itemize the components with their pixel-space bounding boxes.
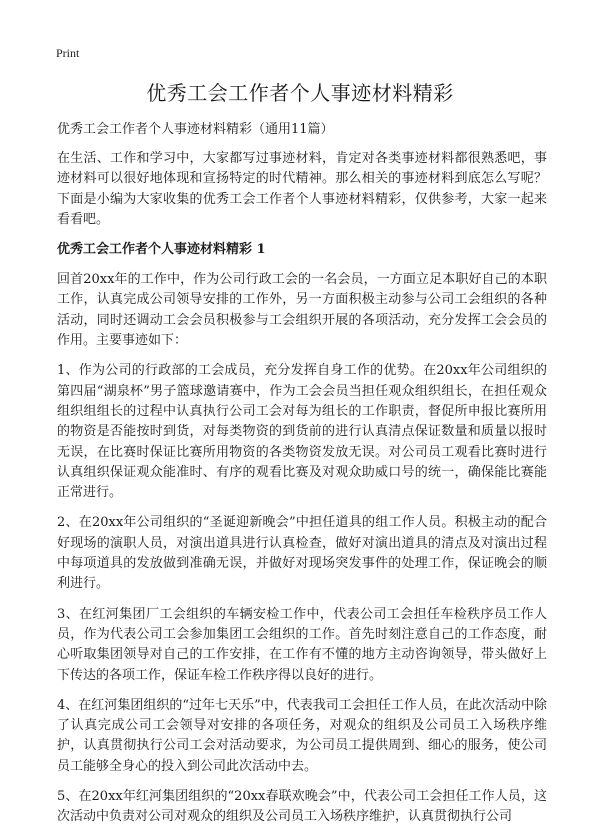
intro-paragraph: 在生活、工作和学习中，大家都写过事迹材料，肯定对各类事迹材料都很熟悉吧，事迹材料可以很好地体现和宣扬特定的时代精神。那么相关的事迹材料到底怎么写呢？下面是小编为大家收集的优秀工会工作者个人事迹材料精彩，仅供参考，大家一起来看看吧。 bbox=[57, 151, 547, 227]
body-paragraph: 5、在20xx年红河集团组织的“20xx春联欢晚会”中，代表公司工会担任工作人员，这次活动中负责对公司对观众的组织及公司员工入场秩序维护，认真贯彻执行公司 bbox=[57, 789, 547, 825]
page-title: 优秀工会工作者个人事迹材料精彩 bbox=[146, 81, 454, 105]
document-body bbox=[57, 120, 547, 838]
body-paragraph: 1、作为公司的行政部的工会成员，充分发挥自身工作的优势。在20xx年公司组织的第四届“湖泉杯”男子篮球邀请赛中，作为工会会员当担任观众组织组长，在担任观众组织组组长的过程中认真执行公司工会对每为组长的工作职责，督促所申报比赛所用的物资是否能按时到货，对每类物资的到货前的进行认真清点保证数量和质量以报时无误，在比赛时保证比赛所用物资的各类物资发放无误。对公司员工观看比赛时进行认真组织保证观众能准时、有序的观看比赛及对观众助威口号的统一，确保能比赛能正常进行。 bbox=[57, 363, 547, 501]
print-label[interactable]: Print bbox=[56, 46, 80, 60]
body-paragraph: 2、在20xx年公司组织的“圣诞迎新晚会”中担任道具的组工作人员。积极主动的配合好现场的演职人员，对演出道具进行认真检查，做好对演出道具的清点及对演出过程中每项道具的发放做到准确无误，并做好对现场突发事件的处理工作，保证晚会的顺利进行。 bbox=[57, 515, 547, 592]
section-heading: 优秀工会工作者个人事迹材料精彩 1 bbox=[57, 242, 266, 258]
document-subtitle: 优秀工会工作者个人事迹材料精彩（通用11篇） bbox=[57, 122, 334, 137]
body-paragraph: 回首20xx年的工作中，作为公司行政工会的一名会员，一方面立足本职好自己的本职工作，认真完成公司领导安排的工作外，另一方面积极主动参与公司工会组织的各种活动，同时还调动工会会员积极参与工会组织开展的各项活动，充分发挥工会会员的作用。主要事迹如下： bbox=[57, 272, 547, 349]
body-paragraph: 4、在红河集团组织的“过年七天乐”中，代表我司工会担任工作人员，在此次活动中除了认真完成公司工会领导对安排的各项任务，对观众的组织及公司员工入场秩序维护，认真贯彻执行公司工会对活动要求，为公司员工提供周到、细心的服务，使公司员工能够全身心的投入到公司此次活动中去。 bbox=[57, 697, 547, 774]
body-paragraph: 3、在红河集团厂工会组织的车辆安检工作中，代表公司工会担任车检秩序员工作人员，作为代表公司工会参加集团工会组织的工作。首先时刻注意自己的工作态度，耐心听取集团领导对自己的工作安排，在工作有不懂的地方主动咨询领导，带头做好上下传达的各项工作，保证车检工作秩序得以良好的进行。 bbox=[57, 606, 547, 683]
